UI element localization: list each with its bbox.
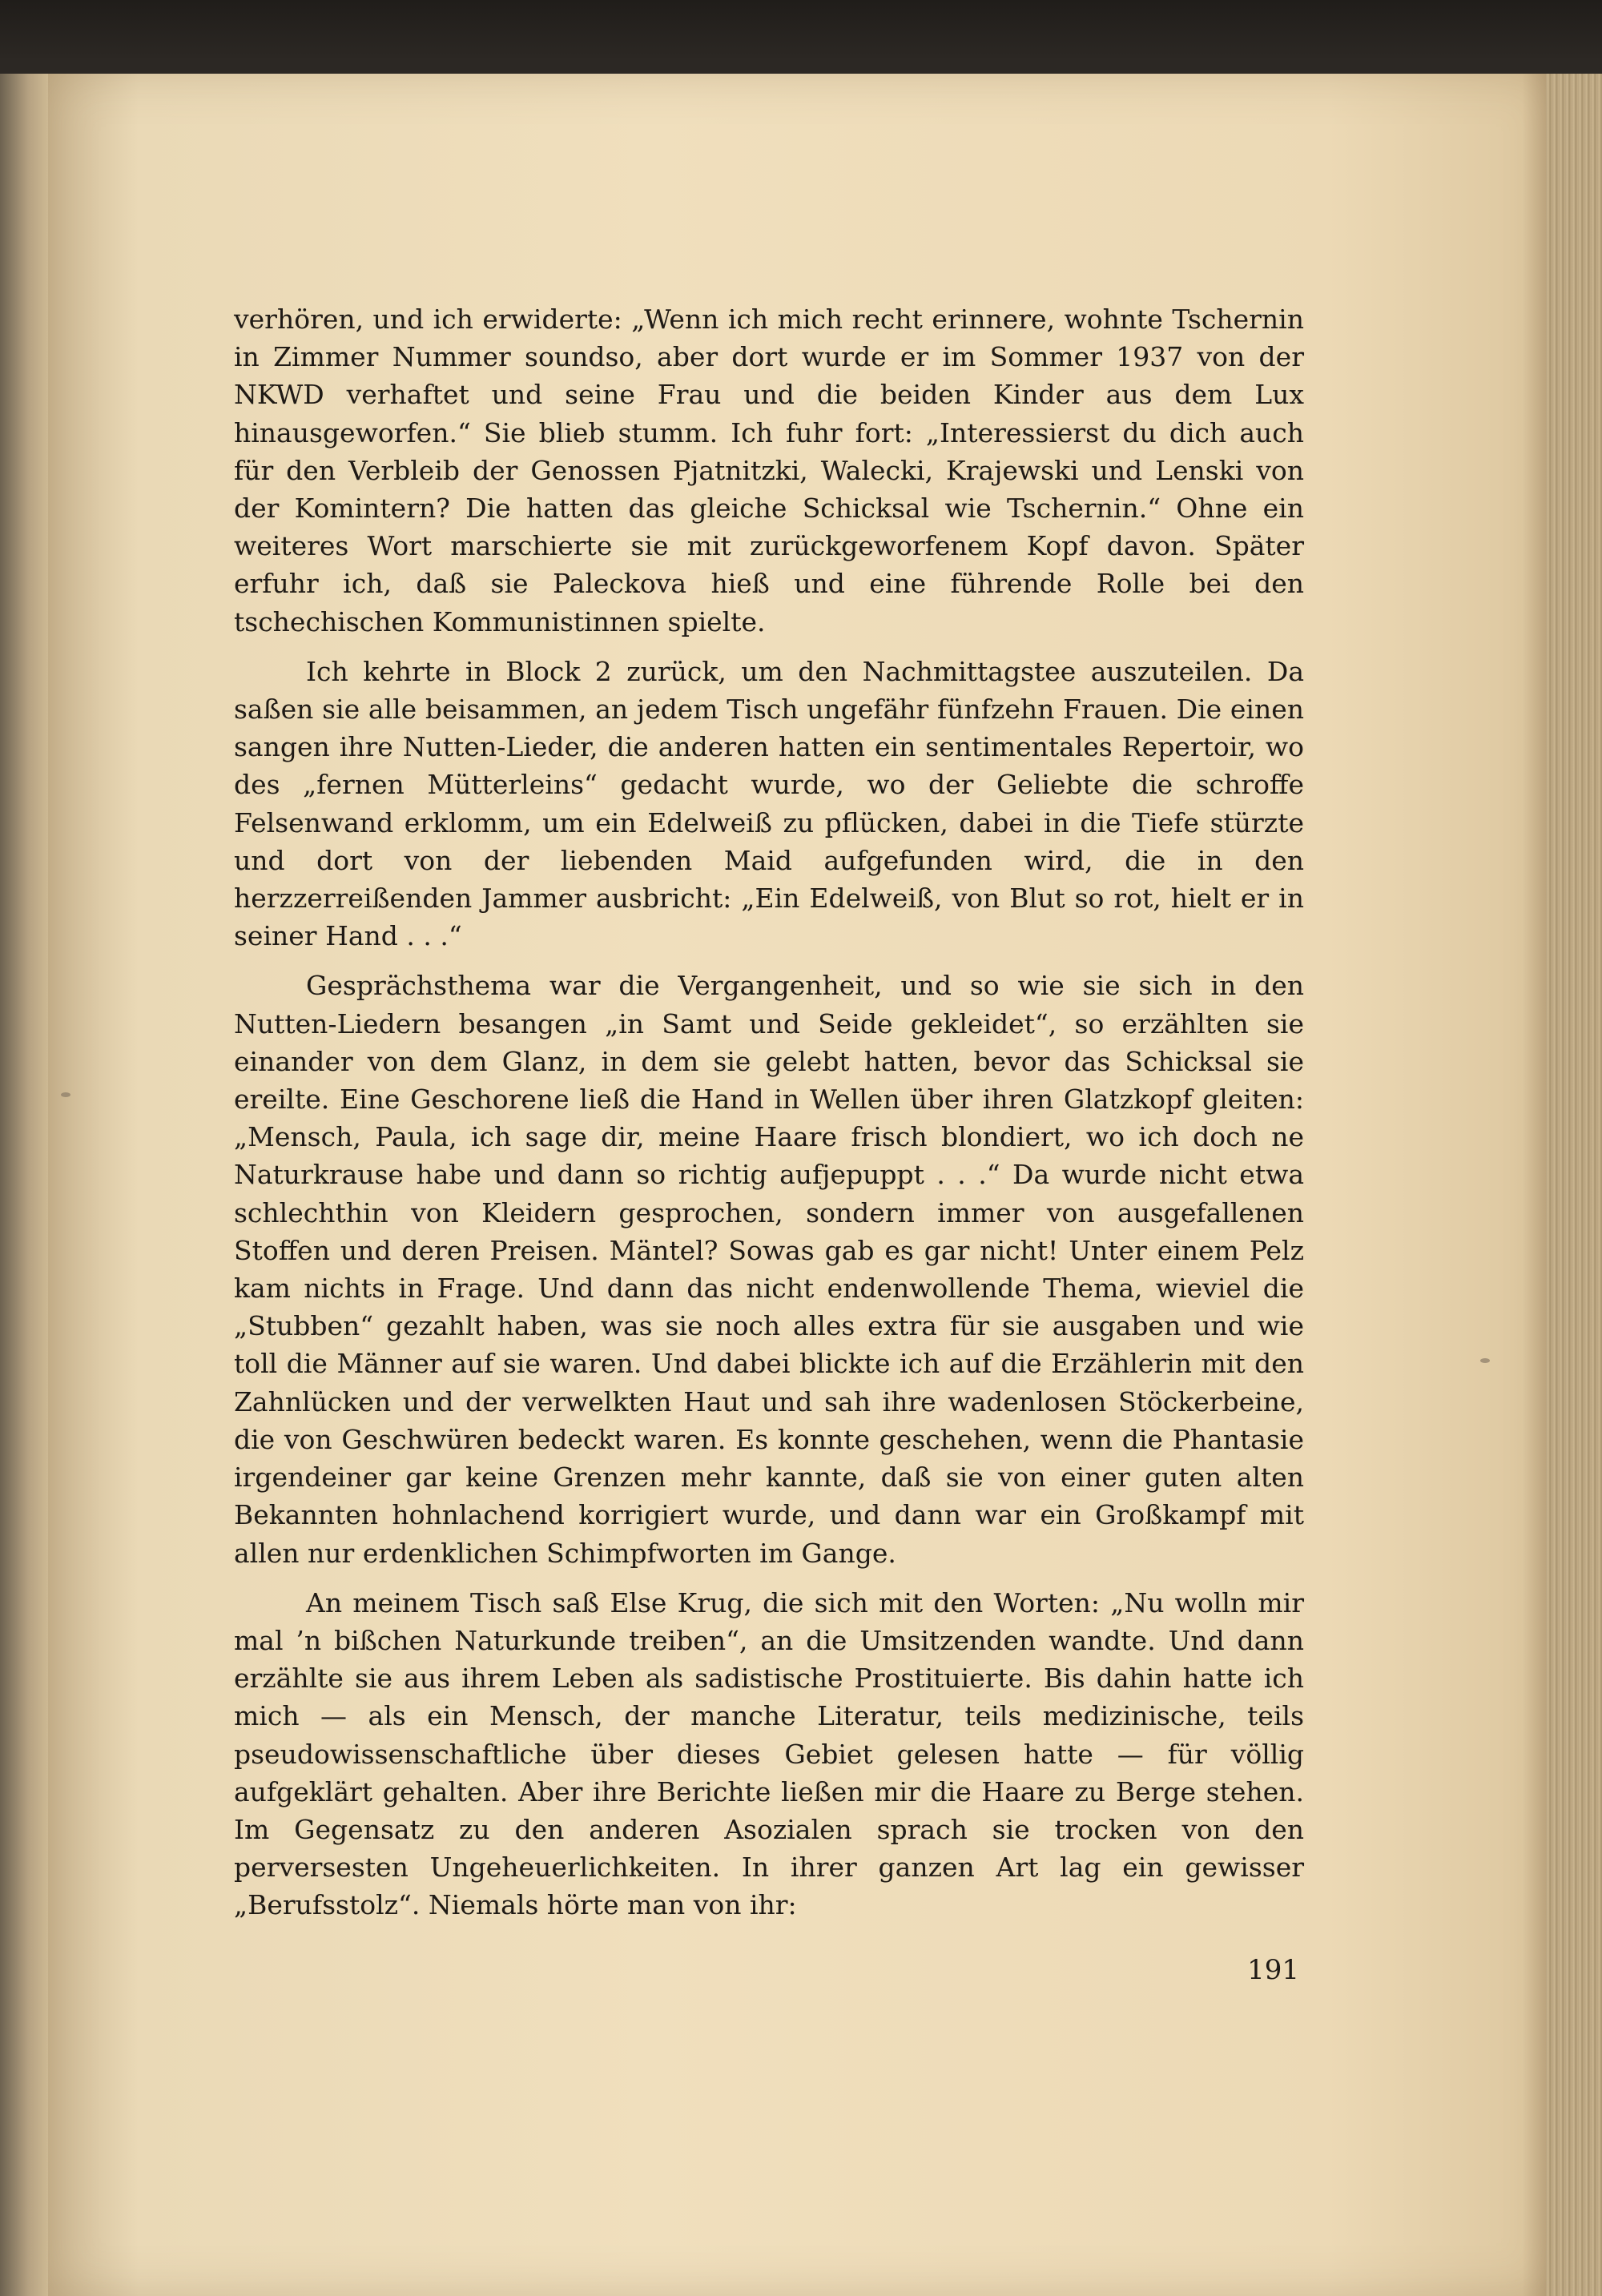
page-number: 191 [1247,1954,1299,1986]
stacked-page-edges [1546,74,1602,2296]
paper-speck [1480,1358,1490,1363]
facing-page-edge [0,74,48,2296]
paragraph-1: verhören, und ich erwiderte: „Wenn ich mich recht erinnere, wohnte Tschernin in Zimmer Nummer soundso, aber dort wurde er im Sommer 1937 von der NKWD verhaftet und seine Frau und die beiden Kinder aus dem Lux hinausgeworfen.“ Sie blieb stumm. Ich fuhr fort: „Interessierst du dich auch für den Verbleib der Genossen Pjatnitzki, Walecki, Krajewski und Lenski von der Komintern? Die hatten das gleiche Schicksal wie Tschernin.“ Ohne ein weiteres Wort marschierte sie mit zurückgeworfenem Kopf davon. Später erfuhr ich, daß sie Paleckova hieß und eine führende Rolle bei den tschechischen Kommunistinnen spielte. [234,304,1304,637]
body-text [234,300,1304,1936]
paragraph-4: An meinem Tisch saß Else Krug, die sich mit den Worten: „Nu wolln mir mal ’n bißchen Naturkunde treiben“, an die Umsitzenden wandte. Und dann erzählte sie aus ihrem Leben als sadistische Prostituierte. Bis dahin hatte ich mich — als ein Mensch, der manche Literatur, teils medizinische, teils pseudowissenschaftliche über dieses Gebiet gelesen hatte — für völlig aufgeklärt gehalten. Aber ihre Berichte ließen mir die Haare zu Berge stehen. Im Gegensatz zu den anderen Asozialen sprach sie trocken von den perversesten Ungeheuerlichkeiten. In ihrer ganzen Art lag ein gewisser „Berufsstolz“. Niemals hörte man von ihr: [234,1586,1304,1921]
paragraph-2: Ich kehrte in Block 2 zurück, um den Nachmittagstee auszuteilen. Da saßen sie alle beisammen, an jedem Tisch ungefähr fünfzehn Frauen. Die einen sangen ihre Nutten-Lieder, die anderen hatten ein sentimentales Repertoir, wo des „fernen Mütterleins“ gedacht wurde, wo der Geliebte die schroffe Felsenwand erklomm, um ein Edelweiß zu pflücken, dabei in die Tiefe stürzte und dort von der liebenden Maid aufgefunden wird, die in den herzzerreißenden Jammer ausbricht: „Ein Edelweiß, von Blut so rot, hielt er in seiner Hand . . .“ [234,655,1304,952]
paragraph-3: Gesprächsthema war die Vergangenheit, und so wie sie sich in den Nutten-Liedern besangen „in Samt und Seide gekleidet“, so erzählten sie einander von dem Glanz, in dem sie gelebt hatten, bevor das Schicksal sie ereilte. Eine Geschorene ließ die Hand in Wellen über ihren Glatzkopf gleiten: „Mensch, Paula, ich sage dir, meine Haare frisch blondiert, wo ich doch ne Naturkrause habe und dann so richtig aufjepuppt . . .“ Da wurde nicht etwa schlechthin von Kleidern gesprochen, sondern immer von ausgefallenen Stoffen und deren Preisen. Mäntel? Sowas gab es gar nicht! Unter einem Pelz kam nichts in Frage. Und dann das nicht endenwollende Thema, wieviel die „Stubben“ gezahlt haben, was sie noch alles extra für sie ausgaben und wie toll die Männer auf sie waren. Und dabei blickte ich auf die Erzählerin mit den Zahnlücken und der verwelkten Haut und sah ihre wadenlosen Stöckerbeine, die von Geschwüren bedeckt waren. Es konnte geschehen, wenn die Phantasie irgendeiner gar keine Grenzen mehr kannte, daß sie von einer guten alten Bekannten hohnlachend korrigiert wurde, und dann war ein Großkampf mit allen nur erdenklichen Schimpfworten im Gange. [234,970,1304,1569]
paper-speck [61,1092,70,1097]
